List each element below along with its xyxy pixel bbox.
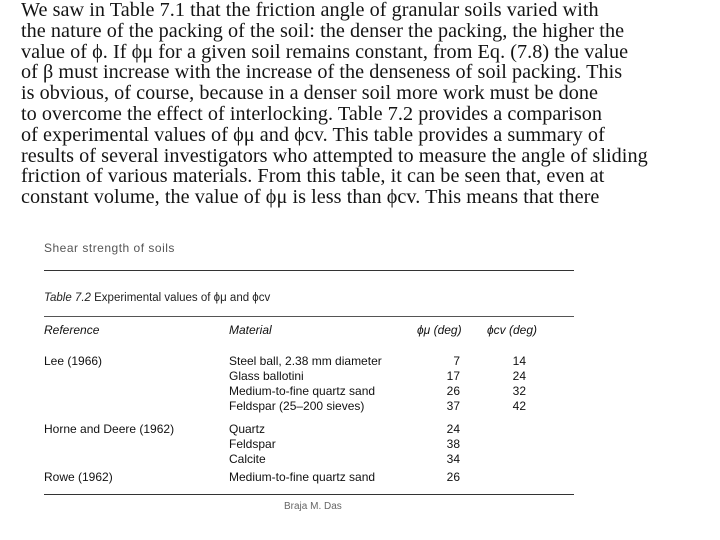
header-phi-cv: ϕcv (deg) [487,323,538,337]
cell-material: Feldspar [229,437,276,451]
paragraph-line: is obvious, of course, because in a denser soil more work must be done [21,82,599,105]
cell-reference: Lee (1966) [44,354,103,368]
paragraph-line: to overcome the effect of interlocking. Table 7.2 provides a comparison [21,102,603,125]
header-reference: Reference [44,323,100,337]
table-caption-number: 7.2 [74,292,91,304]
page-footer-text: Braja M. Das [284,501,342,512]
body-paragraph [21,0,711,208]
paragraph-line: We saw in Table 7.1 that the friction angle of granular soils varied with [21,0,599,21]
paragraph-line: the nature of the packing of the soil: the denser the packing, the higher the [21,19,625,42]
cell-phi-cv: 42 [512,399,526,413]
cell-material: Steel ball, 2.38 mm diameter [229,354,382,368]
cell-phi-mu: 17 [446,369,460,383]
header-phi-mu: ϕμ (deg) [417,323,462,337]
paragraph-line: constant volume, the value of ϕμ is less than ϕcv. This means that there [21,186,600,209]
running-header-text: Shear strength of soils [44,241,175,255]
paragraph-line: friction of various materials. From this table, it can be seen that, even at [21,165,605,188]
cell-material: Glass ballotini [229,369,304,383]
cell-phi-mu: 26 [446,470,460,484]
cell-reference: Horne and Deere (1962) [44,422,175,436]
running-header [44,241,344,261]
cell-reference: Rowe (1962) [44,470,113,484]
cell-phi-cv: 14 [512,354,526,368]
cell-material: Medium-to-fine quartz sand [229,384,376,398]
header-material: Material [229,323,272,337]
table-header-rule [44,316,574,317]
cell-phi-mu: 34 [446,452,460,466]
paragraph-line: results of several investigators who attempted to measure the angle of sliding [21,144,648,167]
table-caption-text: Experimental values of ϕμ and ϕcv [94,292,271,304]
table-top-rule [44,270,574,271]
cell-phi-mu: 37 [446,399,460,413]
cell-phi-mu: 7 [453,354,460,368]
table-caption-prefix: Table [44,292,72,304]
paragraph-line: value of ϕ. If ϕμ for a given soil remains constant, from Eq. (7.8) the value [21,40,629,63]
page-footer [284,501,444,513]
paragraph-line: of β must increase with the increase of the denseness of soil packing. This [21,61,623,84]
cell-phi-mu: 38 [446,437,460,451]
cell-phi-cv: 32 [512,384,526,398]
cell-material: Quartz [229,422,266,436]
paragraph-line: of experimental values of ϕμ and ϕcv. This table provides a summary of [21,123,605,146]
cell-material: Calcite [229,452,266,466]
cell-material: Feldspar (25–200 sieves) [229,399,365,413]
cell-phi-cv: 24 [512,369,526,383]
cell-phi-mu: 24 [446,422,460,436]
cell-phi-mu: 26 [446,384,460,398]
table-bottom-rule [44,494,574,495]
table-caption [44,292,270,304]
cell-material: Medium-to-fine quartz sand [229,470,376,484]
